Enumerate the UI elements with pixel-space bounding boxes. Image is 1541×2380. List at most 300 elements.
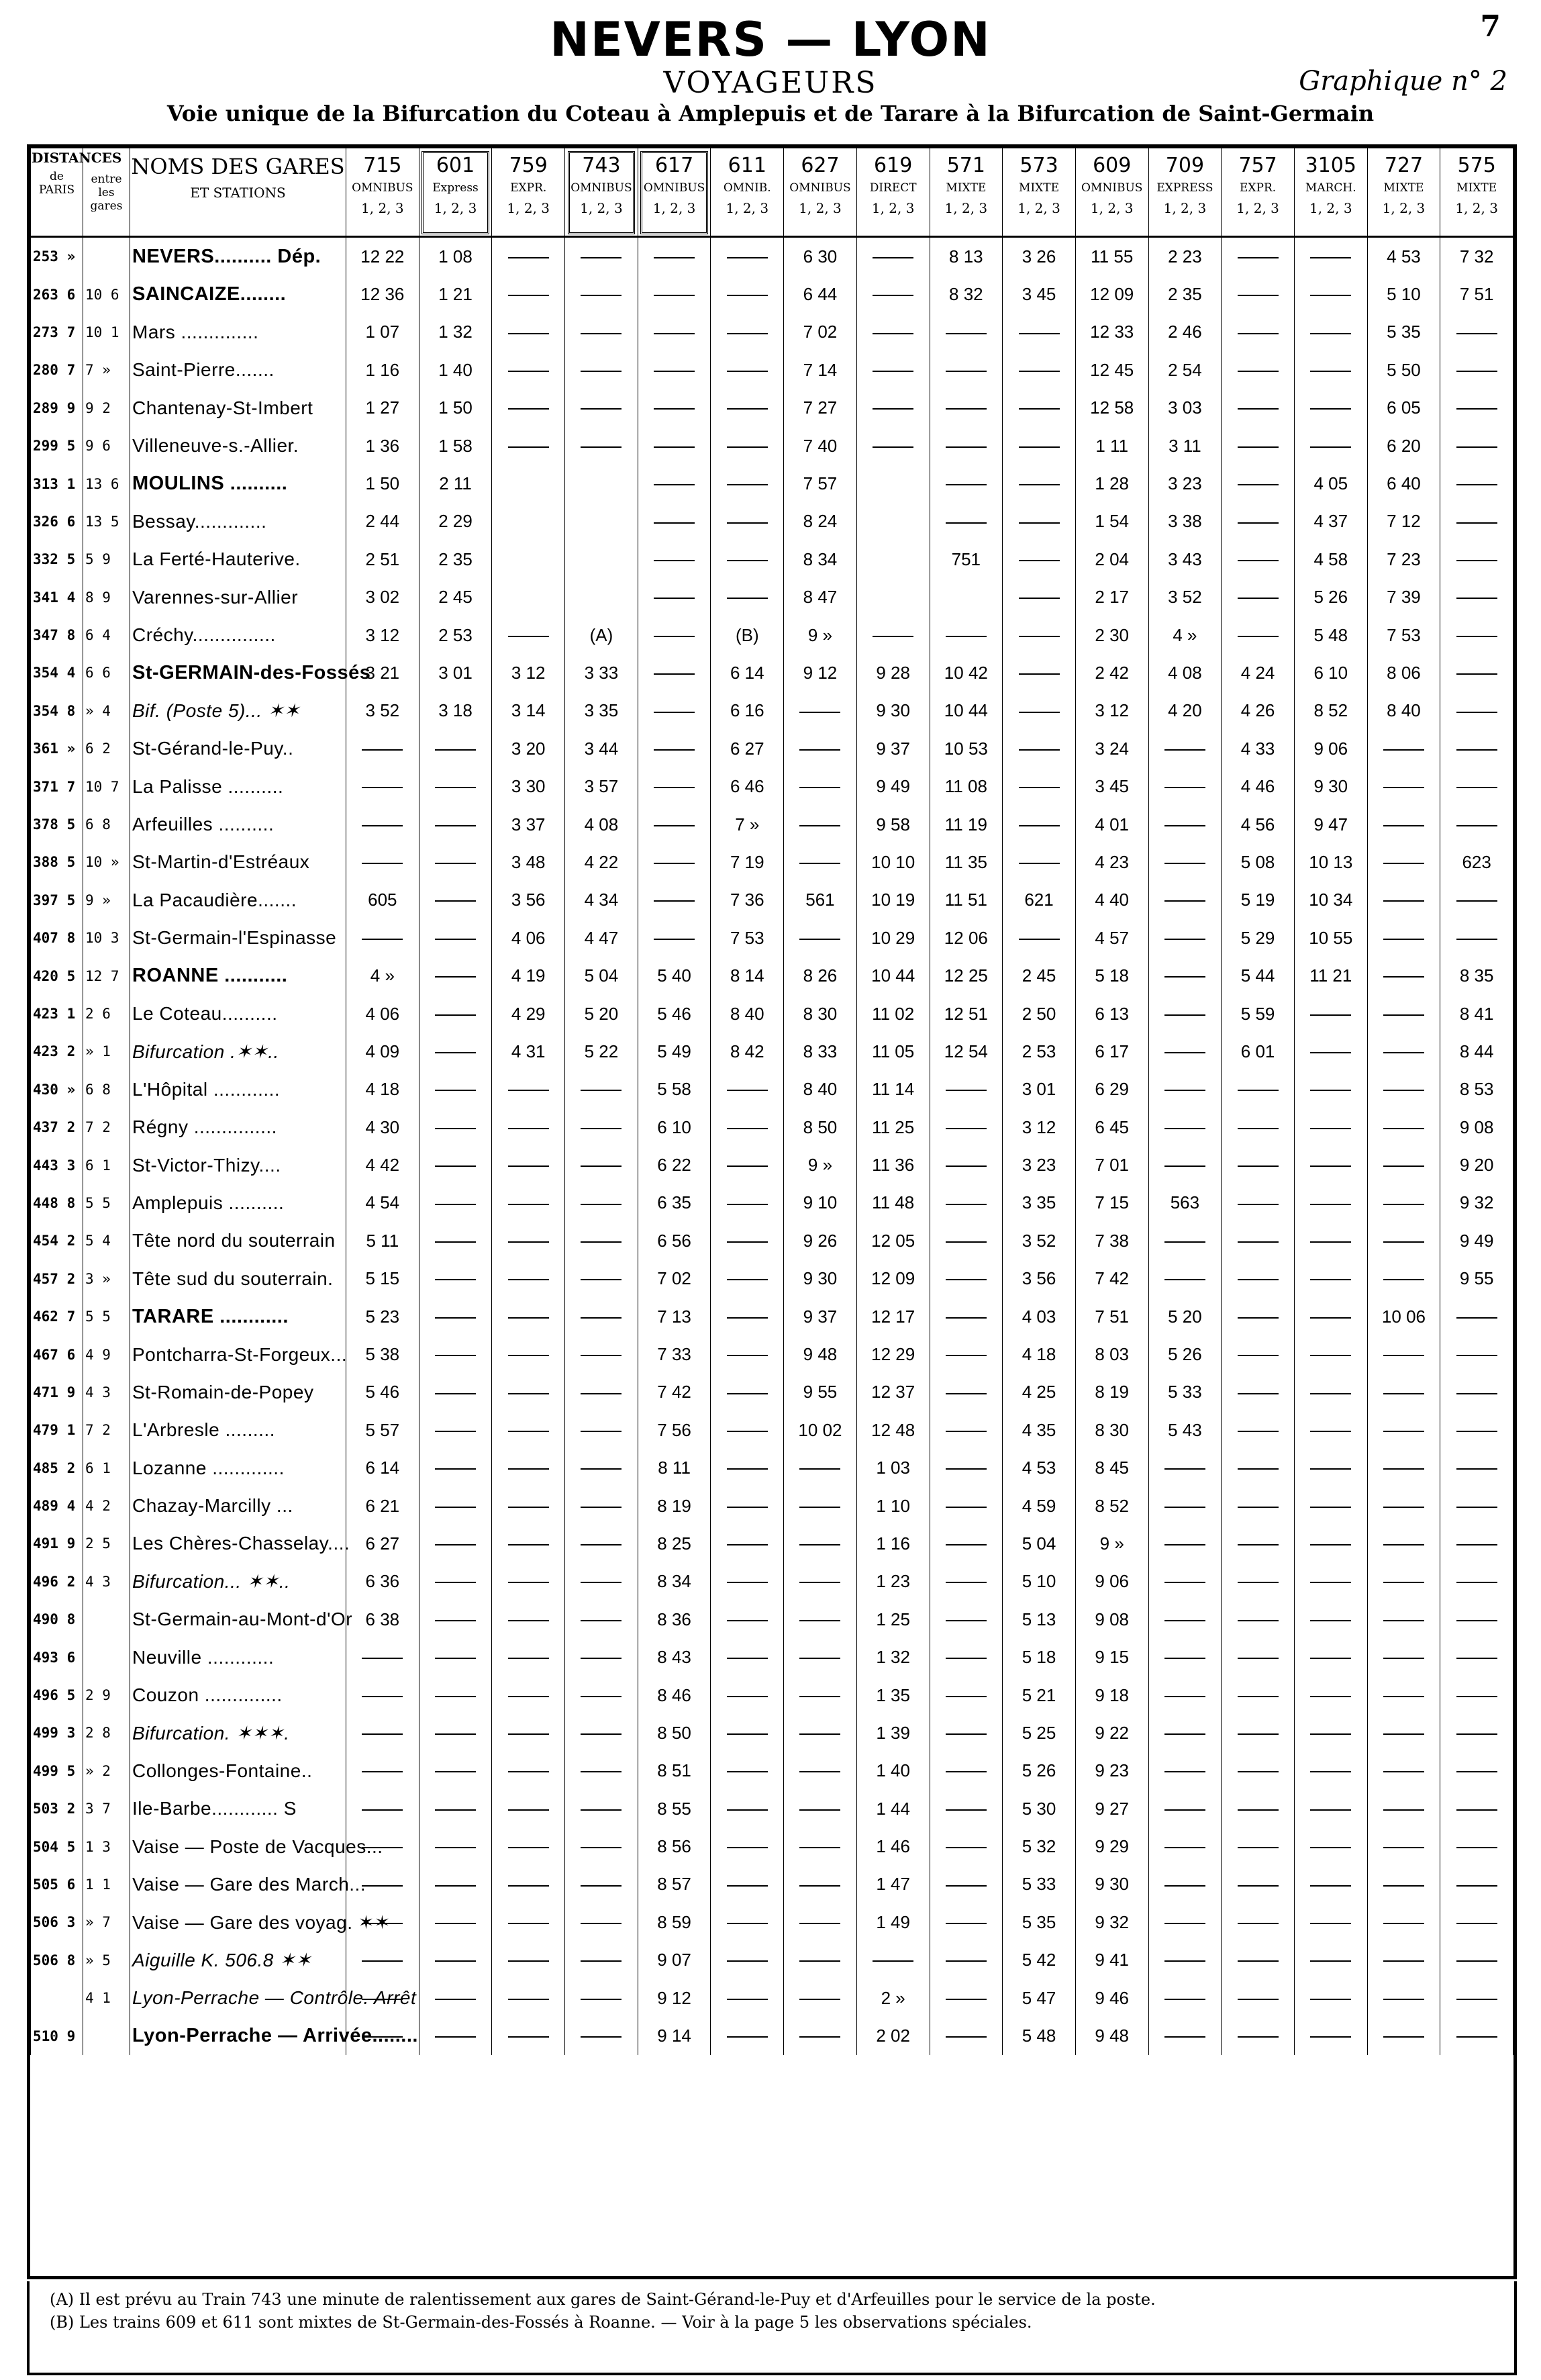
distance-between-stations xyxy=(83,1601,130,1638)
no-stop-cell xyxy=(346,806,419,843)
no-stop-dash xyxy=(1238,1885,1279,1887)
no-stop-dash xyxy=(1456,1355,1497,1356)
no-stop-cell xyxy=(492,1108,565,1146)
time-cell xyxy=(856,540,930,578)
no-stop-cell xyxy=(419,806,492,843)
no-stop-dash xyxy=(1238,1696,1279,1697)
no-stop-cell xyxy=(565,1827,638,1865)
distance-between-stations: 10 6 xyxy=(83,275,130,313)
no-stop-dash xyxy=(946,1204,987,1205)
station-row xyxy=(31,692,1513,730)
train-cat: MARCH. xyxy=(1305,181,1356,195)
no-stop-dash xyxy=(508,1923,549,1924)
no-stop-cell xyxy=(419,995,492,1033)
station-row xyxy=(31,389,1513,427)
distance-between-stations: 2 5 xyxy=(83,1525,130,1562)
no-stop-dash xyxy=(946,1999,987,2000)
footnote-a: (A) Il est prévu au Train 743 une minute de ralentissement aux gares de Saint-Gérand-le-Puy et d'Arfeuilles pour le service de la poste. xyxy=(50,2290,1156,2309)
time-cell: 3 12 xyxy=(1075,692,1148,730)
distance-between-stations: 5 9 xyxy=(83,540,130,578)
no-stop-dash xyxy=(435,1468,476,1470)
no-stop-dash xyxy=(435,1204,476,1205)
no-stop-cell xyxy=(711,1638,784,1676)
no-stop-cell xyxy=(1367,995,1440,1033)
station-row xyxy=(31,1298,1513,1335)
no-stop-dash xyxy=(581,1960,622,1962)
no-stop-cell xyxy=(346,730,419,767)
train-num: 709 xyxy=(1165,154,1205,177)
no-stop-cell xyxy=(1294,1184,1367,1222)
no-stop-cell xyxy=(1367,1108,1440,1146)
no-stop-cell xyxy=(711,540,784,578)
station-name: Vaise — Gare des voyag. ✶✶ xyxy=(130,1903,346,1941)
no-stop-cell xyxy=(1148,919,1222,957)
time-cell: 4 46 xyxy=(1222,767,1295,805)
time-cell: 8 14 xyxy=(711,957,784,994)
no-stop-dash xyxy=(1456,1847,1497,1848)
no-stop-cell xyxy=(1440,1790,1513,1827)
no-stop-dash xyxy=(1310,1128,1351,1129)
station-name: Saint-Pierre....... xyxy=(130,351,346,389)
no-stop-dash xyxy=(1238,1165,1279,1167)
time-cell: 11 08 xyxy=(930,767,1003,805)
train-cls: 1, 2, 3 xyxy=(1236,200,1279,216)
no-stop-cell xyxy=(492,1449,565,1487)
station-name: St-GERMAIN-des-Fossés xyxy=(130,654,346,692)
no-stop-dash xyxy=(654,673,695,675)
no-stop-dash xyxy=(946,1317,987,1319)
no-stop-cell xyxy=(492,1903,565,1941)
no-stop-dash xyxy=(1164,1999,1205,2000)
no-stop-dash xyxy=(581,1544,622,1545)
time-cell: 12 05 xyxy=(856,1222,930,1259)
station-row xyxy=(31,237,1513,276)
time-cell: 9 37 xyxy=(784,1298,857,1335)
no-stop-dash xyxy=(1238,446,1279,448)
time-cell: 8 51 xyxy=(638,1752,711,1790)
time-cell: 8 43 xyxy=(638,1638,711,1676)
no-stop-dash xyxy=(508,446,549,448)
time-cell: 5 58 xyxy=(638,1071,711,1108)
no-stop-dash xyxy=(654,484,695,485)
time-cell: 6 27 xyxy=(346,1525,419,1562)
no-stop-cell xyxy=(1148,1790,1222,1827)
no-stop-cell xyxy=(1148,730,1222,767)
time-cell: 3 56 xyxy=(492,882,565,919)
no-stop-dash xyxy=(1238,408,1279,410)
time-cell: 4 33 xyxy=(1222,730,1295,767)
distance-between-stations: 1 3 xyxy=(83,1827,130,1865)
time-cell: 8 46 xyxy=(638,1676,711,1714)
time-cell: 1 07 xyxy=(346,314,419,351)
no-stop-cell xyxy=(784,1487,857,1525)
no-stop-dash xyxy=(1383,1999,1424,2000)
no-stop-dash xyxy=(946,1128,987,1129)
time-cell: 4 37 xyxy=(1294,503,1367,540)
no-stop-dash xyxy=(362,1733,403,1735)
no-stop-cell xyxy=(492,351,565,389)
no-stop-cell xyxy=(565,2017,638,2054)
no-stop-cell xyxy=(1222,1487,1295,1525)
distance-from-paris: 510 9 xyxy=(31,2017,83,2054)
no-stop-dash xyxy=(1019,446,1060,448)
no-stop-cell xyxy=(1222,1942,1295,1979)
time-cell: 12 48 xyxy=(856,1411,930,1449)
no-stop-dash xyxy=(1456,749,1497,751)
no-stop-dash xyxy=(1456,1393,1497,1394)
station-name: Bifurcation .✶✶.. xyxy=(130,1033,346,1070)
no-stop-dash xyxy=(654,939,695,940)
station-row xyxy=(31,351,1513,389)
no-stop-dash xyxy=(1164,976,1205,978)
no-stop-cell xyxy=(492,1827,565,1865)
distance-between-stations: 4 3 xyxy=(83,1563,130,1601)
no-stop-dash xyxy=(799,712,840,713)
no-stop-cell xyxy=(1440,1411,1513,1449)
station-row xyxy=(31,1374,1513,1411)
no-stop-cell xyxy=(711,1374,784,1411)
no-stop-dash xyxy=(873,446,913,448)
no-stop-cell xyxy=(784,1676,857,1714)
time-cell: 5 30 xyxy=(1003,1790,1076,1827)
no-stop-dash xyxy=(1456,560,1497,561)
no-stop-cell xyxy=(1440,1827,1513,1865)
time-cell: 12 22 xyxy=(346,237,419,276)
no-stop-cell xyxy=(1440,1714,1513,1752)
no-stop-dash xyxy=(581,1241,622,1243)
distance-from-paris: 506 3 xyxy=(31,1903,83,1941)
time-cell: 6 45 xyxy=(1075,1108,1148,1146)
station-name: Créchy............... xyxy=(130,616,346,654)
no-stop-dash xyxy=(727,1771,768,1772)
no-stop-cell xyxy=(492,237,565,276)
time-cell: 9 27 xyxy=(1075,1790,1148,1827)
entre-gares-header: entre les gares xyxy=(83,148,130,237)
station-row xyxy=(31,1563,1513,1601)
no-stop-cell xyxy=(711,1071,784,1108)
no-stop-dash xyxy=(508,1468,549,1470)
no-stop-cell xyxy=(419,882,492,919)
time-cell: 4 01 xyxy=(1075,806,1148,843)
no-stop-cell xyxy=(1294,1601,1367,1638)
time-cell: 5 19 xyxy=(1222,882,1295,919)
time-cell: 8 40 xyxy=(711,995,784,1033)
time-cell: 8 40 xyxy=(784,1071,857,1108)
no-stop-dash xyxy=(727,333,768,334)
no-stop-cell xyxy=(419,1374,492,1411)
no-stop-dash xyxy=(1238,1317,1279,1319)
no-stop-dash xyxy=(1238,560,1279,561)
no-stop-cell xyxy=(565,427,638,465)
station-row xyxy=(31,1071,1513,1108)
no-stop-cell xyxy=(1440,767,1513,805)
no-stop-dash xyxy=(799,787,840,788)
train-cls: 1, 2, 3 xyxy=(1382,200,1426,216)
no-stop-cell xyxy=(1440,882,1513,919)
train-header-727 xyxy=(1367,148,1440,237)
no-stop-dash xyxy=(1164,1165,1205,1167)
no-stop-dash xyxy=(435,1658,476,1659)
no-stop-dash xyxy=(1383,863,1424,864)
no-stop-cell xyxy=(930,1146,1003,1184)
no-stop-dash xyxy=(1164,1014,1205,1016)
no-stop-dash xyxy=(508,408,549,410)
time-cell: 3 01 xyxy=(419,654,492,692)
no-stop-cell xyxy=(1294,1563,1367,1601)
no-stop-cell xyxy=(419,919,492,957)
time-cell: 12 36 xyxy=(346,275,419,313)
time-cell xyxy=(856,465,930,502)
no-stop-dash xyxy=(1383,1090,1424,1091)
no-stop-cell xyxy=(1148,1827,1222,1865)
no-stop-dash xyxy=(1238,1241,1279,1243)
no-stop-dash xyxy=(581,1279,622,1280)
time-cell: 4 56 xyxy=(1222,806,1295,843)
time-cell: 9 08 xyxy=(1440,1108,1513,1146)
time-cell: 8 24 xyxy=(784,503,857,540)
no-stop-cell xyxy=(419,1827,492,1865)
no-stop-dash xyxy=(508,1393,549,1394)
no-stop-dash xyxy=(508,295,549,296)
no-stop-cell xyxy=(1222,579,1295,616)
no-stop-dash xyxy=(873,333,913,334)
station-row xyxy=(31,1184,1513,1222)
no-stop-cell xyxy=(930,389,1003,427)
no-stop-cell xyxy=(1440,1563,1513,1601)
time-cell: 3 48 xyxy=(492,843,565,881)
no-stop-dash xyxy=(581,1733,622,1735)
no-stop-cell xyxy=(1148,1108,1222,1146)
train-num: 573 xyxy=(1020,154,1058,177)
distance-from-paris: 491 9 xyxy=(31,1525,83,1562)
train-cat: EXPR. xyxy=(510,181,547,195)
time-cell: 12 29 xyxy=(856,1335,930,1373)
no-stop-dash xyxy=(1456,333,1497,334)
no-stop-dash xyxy=(1164,1507,1205,1508)
time-cell: 3 23 xyxy=(1148,465,1222,502)
no-stop-cell xyxy=(1367,1525,1440,1562)
no-stop-cell xyxy=(346,767,419,805)
no-stop-dash xyxy=(581,1885,622,1887)
no-stop-dash xyxy=(581,1355,622,1356)
no-stop-dash xyxy=(581,257,622,258)
time-cell: 7 36 xyxy=(711,882,784,919)
no-stop-cell xyxy=(1294,1222,1367,1259)
time-cell: 2 04 xyxy=(1075,540,1148,578)
no-stop-dash xyxy=(1238,1923,1279,1924)
time-cell: 6 36 xyxy=(346,1563,419,1601)
time-cell: 8 03 xyxy=(1075,1335,1148,1373)
no-stop-cell xyxy=(1222,1752,1295,1790)
no-stop-cell xyxy=(930,1335,1003,1373)
no-stop-dash xyxy=(1238,1544,1279,1545)
no-stop-cell xyxy=(565,1449,638,1487)
distance-from-paris: 489 4 xyxy=(31,1487,83,1525)
no-stop-cell xyxy=(419,767,492,805)
distance-from-paris: 503 2 xyxy=(31,1790,83,1827)
time-cell: 8 35 xyxy=(1440,957,1513,994)
no-stop-dash xyxy=(1310,1733,1351,1735)
no-stop-cell xyxy=(930,616,1003,654)
no-stop-cell xyxy=(1367,1260,1440,1298)
no-stop-dash xyxy=(1456,1960,1497,1962)
no-stop-cell xyxy=(711,1714,784,1752)
no-stop-cell xyxy=(1367,2017,1440,2054)
no-stop-cell xyxy=(565,275,638,313)
time-cell: 10 44 xyxy=(856,957,930,994)
time-cell: 1 27 xyxy=(346,389,419,427)
time-cell: 6 35 xyxy=(638,1184,711,1222)
station-row xyxy=(31,767,1513,805)
time-cell: 4 03 xyxy=(1003,1298,1076,1335)
time-cell: 2 53 xyxy=(419,616,492,654)
train-cat: OMNIB. xyxy=(723,181,771,195)
no-stop-dash xyxy=(1383,787,1424,788)
no-stop-dash xyxy=(946,371,987,372)
no-stop-dash xyxy=(1019,636,1060,637)
no-stop-dash xyxy=(508,2036,549,2038)
time-cell: 8 06 xyxy=(1367,654,1440,692)
station-name: La Pacaudière....... xyxy=(130,882,346,919)
no-stop-cell xyxy=(1148,1903,1222,1941)
no-stop-dash xyxy=(1383,1733,1424,1735)
no-stop-cell xyxy=(492,1790,565,1827)
time-cell: 3 23 xyxy=(1003,1146,1076,1184)
distance-between-stations: » 2 xyxy=(83,1752,130,1790)
no-stop-dash xyxy=(1383,1431,1424,1432)
no-stop-dash xyxy=(946,446,987,448)
time-cell: 8 30 xyxy=(784,995,857,1033)
no-stop-dash xyxy=(1383,1658,1424,1659)
station-name: Collonges-Fontaine.. xyxy=(130,1752,346,1790)
no-stop-dash xyxy=(1456,1582,1497,1583)
no-stop-cell xyxy=(638,692,711,730)
no-stop-cell xyxy=(1294,1979,1367,2017)
no-stop-cell xyxy=(1222,1827,1295,1865)
no-stop-cell xyxy=(1222,1979,1295,2017)
time-cell: 1 40 xyxy=(856,1752,930,1790)
no-stop-cell xyxy=(1294,1071,1367,1108)
no-stop-cell xyxy=(638,767,711,805)
no-stop-dash xyxy=(727,484,768,485)
no-stop-dash xyxy=(654,598,695,599)
no-stop-dash xyxy=(435,1128,476,1129)
no-stop-dash xyxy=(1456,371,1497,372)
no-stop-cell xyxy=(1367,730,1440,767)
no-stop-cell xyxy=(1440,1903,1513,1941)
no-stop-cell xyxy=(1440,427,1513,465)
no-stop-dash xyxy=(1310,1507,1351,1508)
no-stop-cell xyxy=(1440,1601,1513,1638)
no-stop-dash xyxy=(435,1393,476,1394)
no-stop-cell xyxy=(492,1866,565,1903)
no-stop-cell xyxy=(492,1411,565,1449)
no-stop-cell xyxy=(1148,1487,1222,1525)
distance-from-paris: 430 » xyxy=(31,1071,83,1108)
no-stop-dash xyxy=(1019,484,1060,485)
distance-from-paris: 253 » xyxy=(31,237,83,276)
no-stop-dash xyxy=(799,1582,840,1583)
distance-from-paris: 443 3 xyxy=(31,1146,83,1184)
time-cell: 5 22 xyxy=(565,1033,638,1070)
no-stop-cell xyxy=(930,1790,1003,1827)
no-stop-dash xyxy=(1456,1658,1497,1659)
station-row xyxy=(31,654,1513,692)
station-name: Tête sud du souterrain. xyxy=(130,1260,346,1298)
no-stop-dash xyxy=(1164,1960,1205,1962)
no-stop-cell xyxy=(1148,1071,1222,1108)
time-cell: 2 30 xyxy=(1075,616,1148,654)
no-stop-dash xyxy=(727,1279,768,1280)
time-cell xyxy=(930,579,1003,616)
no-stop-dash xyxy=(946,522,987,524)
no-stop-cell xyxy=(565,1714,638,1752)
no-stop-dash xyxy=(1238,1355,1279,1356)
time-cell: 5 04 xyxy=(565,957,638,994)
no-stop-dash xyxy=(362,863,403,864)
time-cell: 7 » xyxy=(711,806,784,843)
no-stop-cell xyxy=(1440,351,1513,389)
no-stop-dash xyxy=(799,863,840,864)
train-cls: 1, 2, 3 xyxy=(799,200,842,216)
no-stop-cell xyxy=(1367,957,1440,994)
distance-from-paris: 504 5 xyxy=(31,1827,83,1865)
no-stop-dash xyxy=(1456,1999,1497,2000)
station-row xyxy=(31,275,1513,313)
no-stop-dash xyxy=(1456,1507,1497,1508)
station-name: Chantenay-St-Imbert xyxy=(130,389,346,427)
no-stop-cell xyxy=(1222,1790,1295,1827)
train-cls: 1, 2, 3 xyxy=(434,200,477,216)
no-stop-dash xyxy=(362,749,403,751)
no-stop-dash xyxy=(1310,1431,1351,1432)
no-stop-cell xyxy=(565,1563,638,1601)
no-stop-dash xyxy=(1456,900,1497,902)
no-stop-cell xyxy=(638,579,711,616)
no-stop-dash xyxy=(1310,1468,1351,1470)
no-stop-dash xyxy=(1310,1165,1351,1167)
no-stop-cell xyxy=(1148,1979,1222,2017)
page-title: NEVERS — LYON xyxy=(550,12,991,67)
time-cell: 1 16 xyxy=(346,351,419,389)
no-stop-dash xyxy=(362,825,403,826)
station-name: Lyon-Perrache — Arrivée........ xyxy=(130,2017,346,2054)
no-stop-dash xyxy=(1383,1468,1424,1470)
no-stop-cell xyxy=(1003,919,1076,957)
no-stop-dash xyxy=(508,1658,549,1659)
time-cell: 12 51 xyxy=(930,995,1003,1033)
train-cls: 1, 2, 3 xyxy=(1090,200,1134,216)
station-name: MOULINS .......... xyxy=(130,465,346,502)
no-stop-cell xyxy=(1367,1790,1440,1827)
no-stop-dash xyxy=(1238,522,1279,524)
distance-from-paris: 313 1 xyxy=(31,465,83,502)
distance-between-stations: 6 6 xyxy=(83,654,130,692)
no-stop-cell xyxy=(419,1411,492,1449)
no-stop-cell xyxy=(784,767,857,805)
time-cell: 5 11 xyxy=(346,1222,419,1259)
no-stop-dash xyxy=(1383,1620,1424,1621)
no-stop-dash xyxy=(1238,1771,1279,1772)
station-names-header: NOMS DES GARES ET STATIONS xyxy=(130,148,346,237)
distance-between-stations: 8 9 xyxy=(83,579,130,616)
no-stop-cell xyxy=(1294,1298,1367,1335)
no-stop-cell xyxy=(711,2017,784,2054)
no-stop-dash xyxy=(508,1847,549,1848)
no-stop-dash xyxy=(581,1204,622,1205)
no-stop-dash xyxy=(435,1696,476,1697)
no-stop-cell xyxy=(1294,1866,1367,1903)
